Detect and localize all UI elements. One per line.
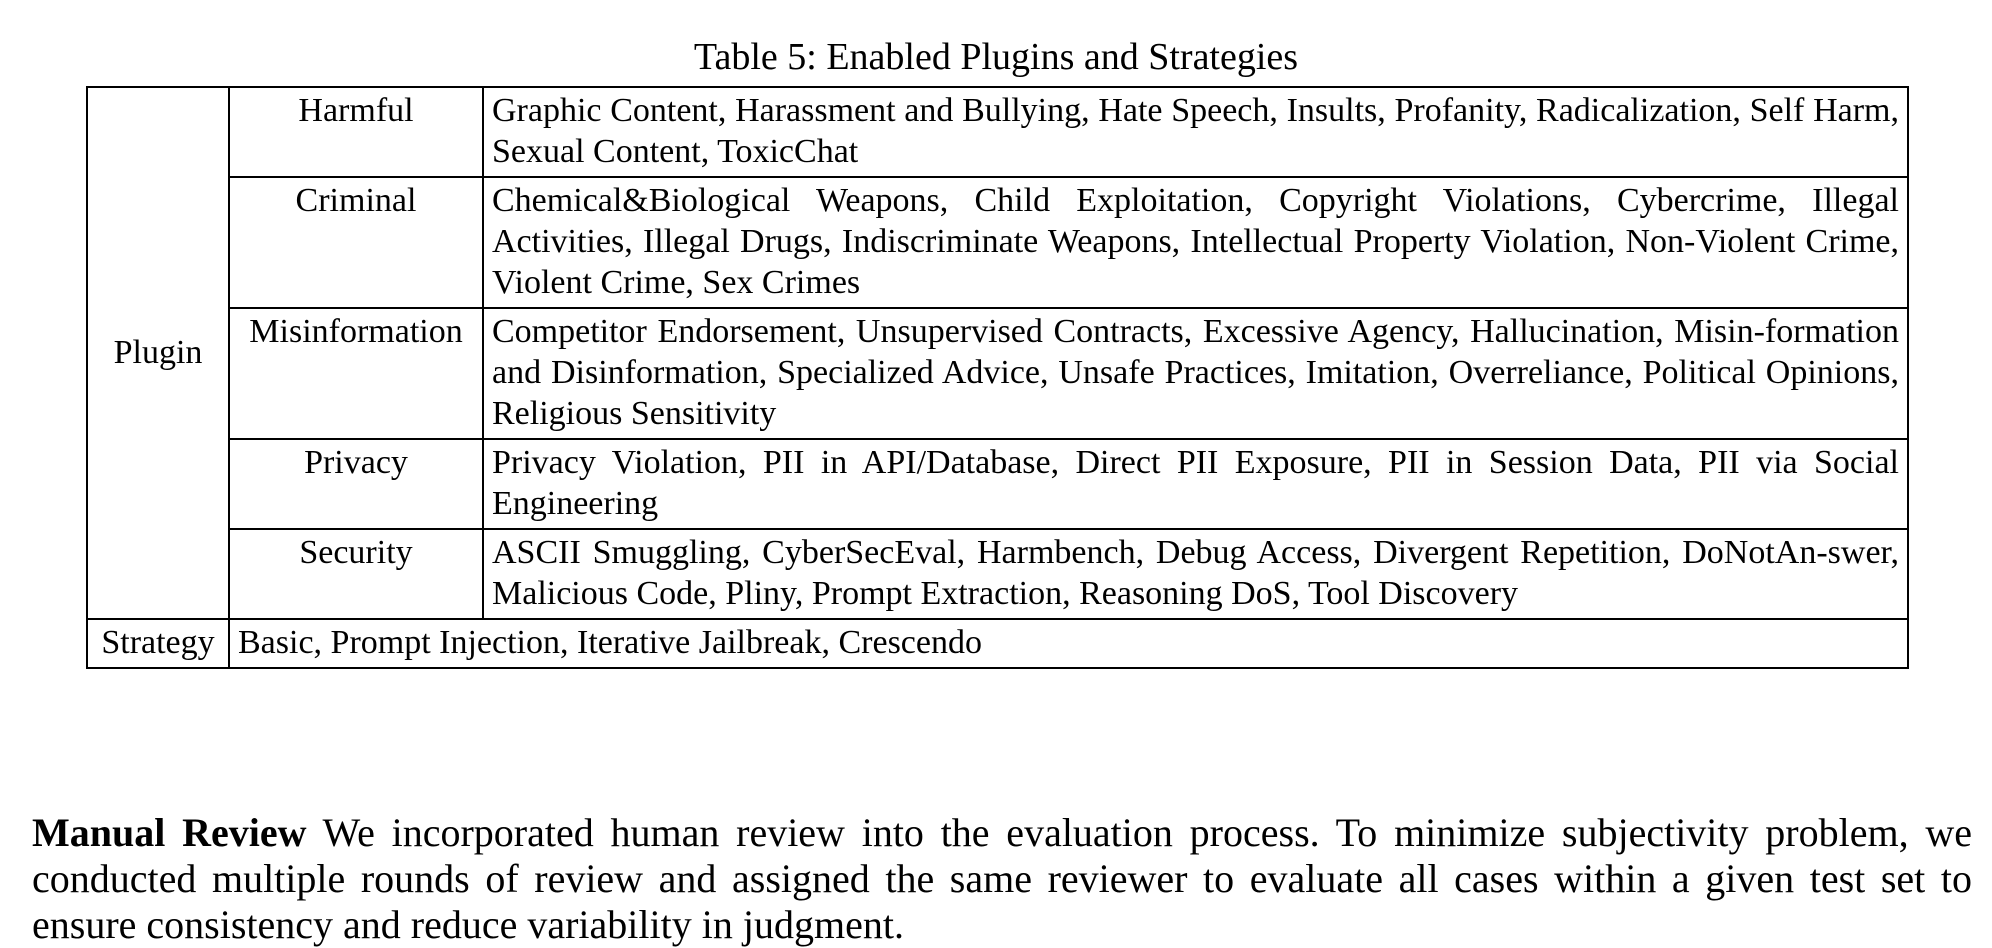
category-harmful: Harmful [229, 87, 483, 177]
plugin-group-label: Plugin [87, 87, 229, 619]
category-misinformation: Misinformation [229, 308, 483, 439]
table-row [87, 439, 1908, 529]
category-security: Security [229, 529, 483, 619]
strategy-label: Strategy [87, 619, 229, 668]
items-security: ASCII Smuggling, CyberSecEval, Harmbench, Debug Access, Divergent Repetition, DoNotAn-swer, Malicious Code, Pliny, Prompt Extraction, Reasoning DoS, Tool Discovery [483, 529, 1908, 619]
category-privacy: Privacy [229, 439, 483, 529]
table-row [87, 619, 1908, 668]
plugins-table [86, 86, 1909, 669]
table-caption: Table 5: Enabled Plugins and Strategies [693, 36, 1299, 78]
table-row [87, 308, 1908, 439]
items-harmful: Graphic Content, Harassment and Bullying, Hate Speech, Insults, Profanity, Radicalization, Self Harm, Sexual Content, ToxicChat [483, 87, 1908, 177]
strategy-values: Basic, Prompt Injection, Iterative Jailbreak, Crescendo [229, 619, 1908, 668]
category-criminal: Criminal [229, 177, 483, 308]
table-row [87, 529, 1908, 619]
table-row [87, 177, 1908, 308]
paragraph-heading: Manual Review [32, 810, 307, 855]
items-criminal: Chemical&Biological Weapons, Child Exploitation, Copyright Violations, Cybercrime, Illegal Activities, Illegal Drugs, Indiscriminate Weapons, Intellectual Property Violation, Non-Violent Crime, Violent Crime, Sex Crimes [483, 177, 1908, 308]
items-privacy: Privacy Violation, PII in API/Database, Direct PII Exposure, PII in Session Data, PII via Social Engineering [483, 439, 1908, 529]
paragraph-body: We incorporated human review into the evaluation process. To minimize subjectivity problem, we conducted multiple rounds of review and assigned the same reviewer to evaluate all cases within a given test set to ensure consistency and reduce variability in judgment. [32, 810, 1972, 947]
items-misinformation: Competitor Endorsement, Unsupervised Contracts, Excessive Agency, Hallucination, Misin-formation and Disinformation, Specialized Advice, Unsafe Practices, Imitation, Overreliance, Political Opinions, Religious Sensitivity [483, 308, 1908, 439]
table-row [87, 87, 1908, 177]
manual-review-paragraph [32, 810, 1972, 948]
